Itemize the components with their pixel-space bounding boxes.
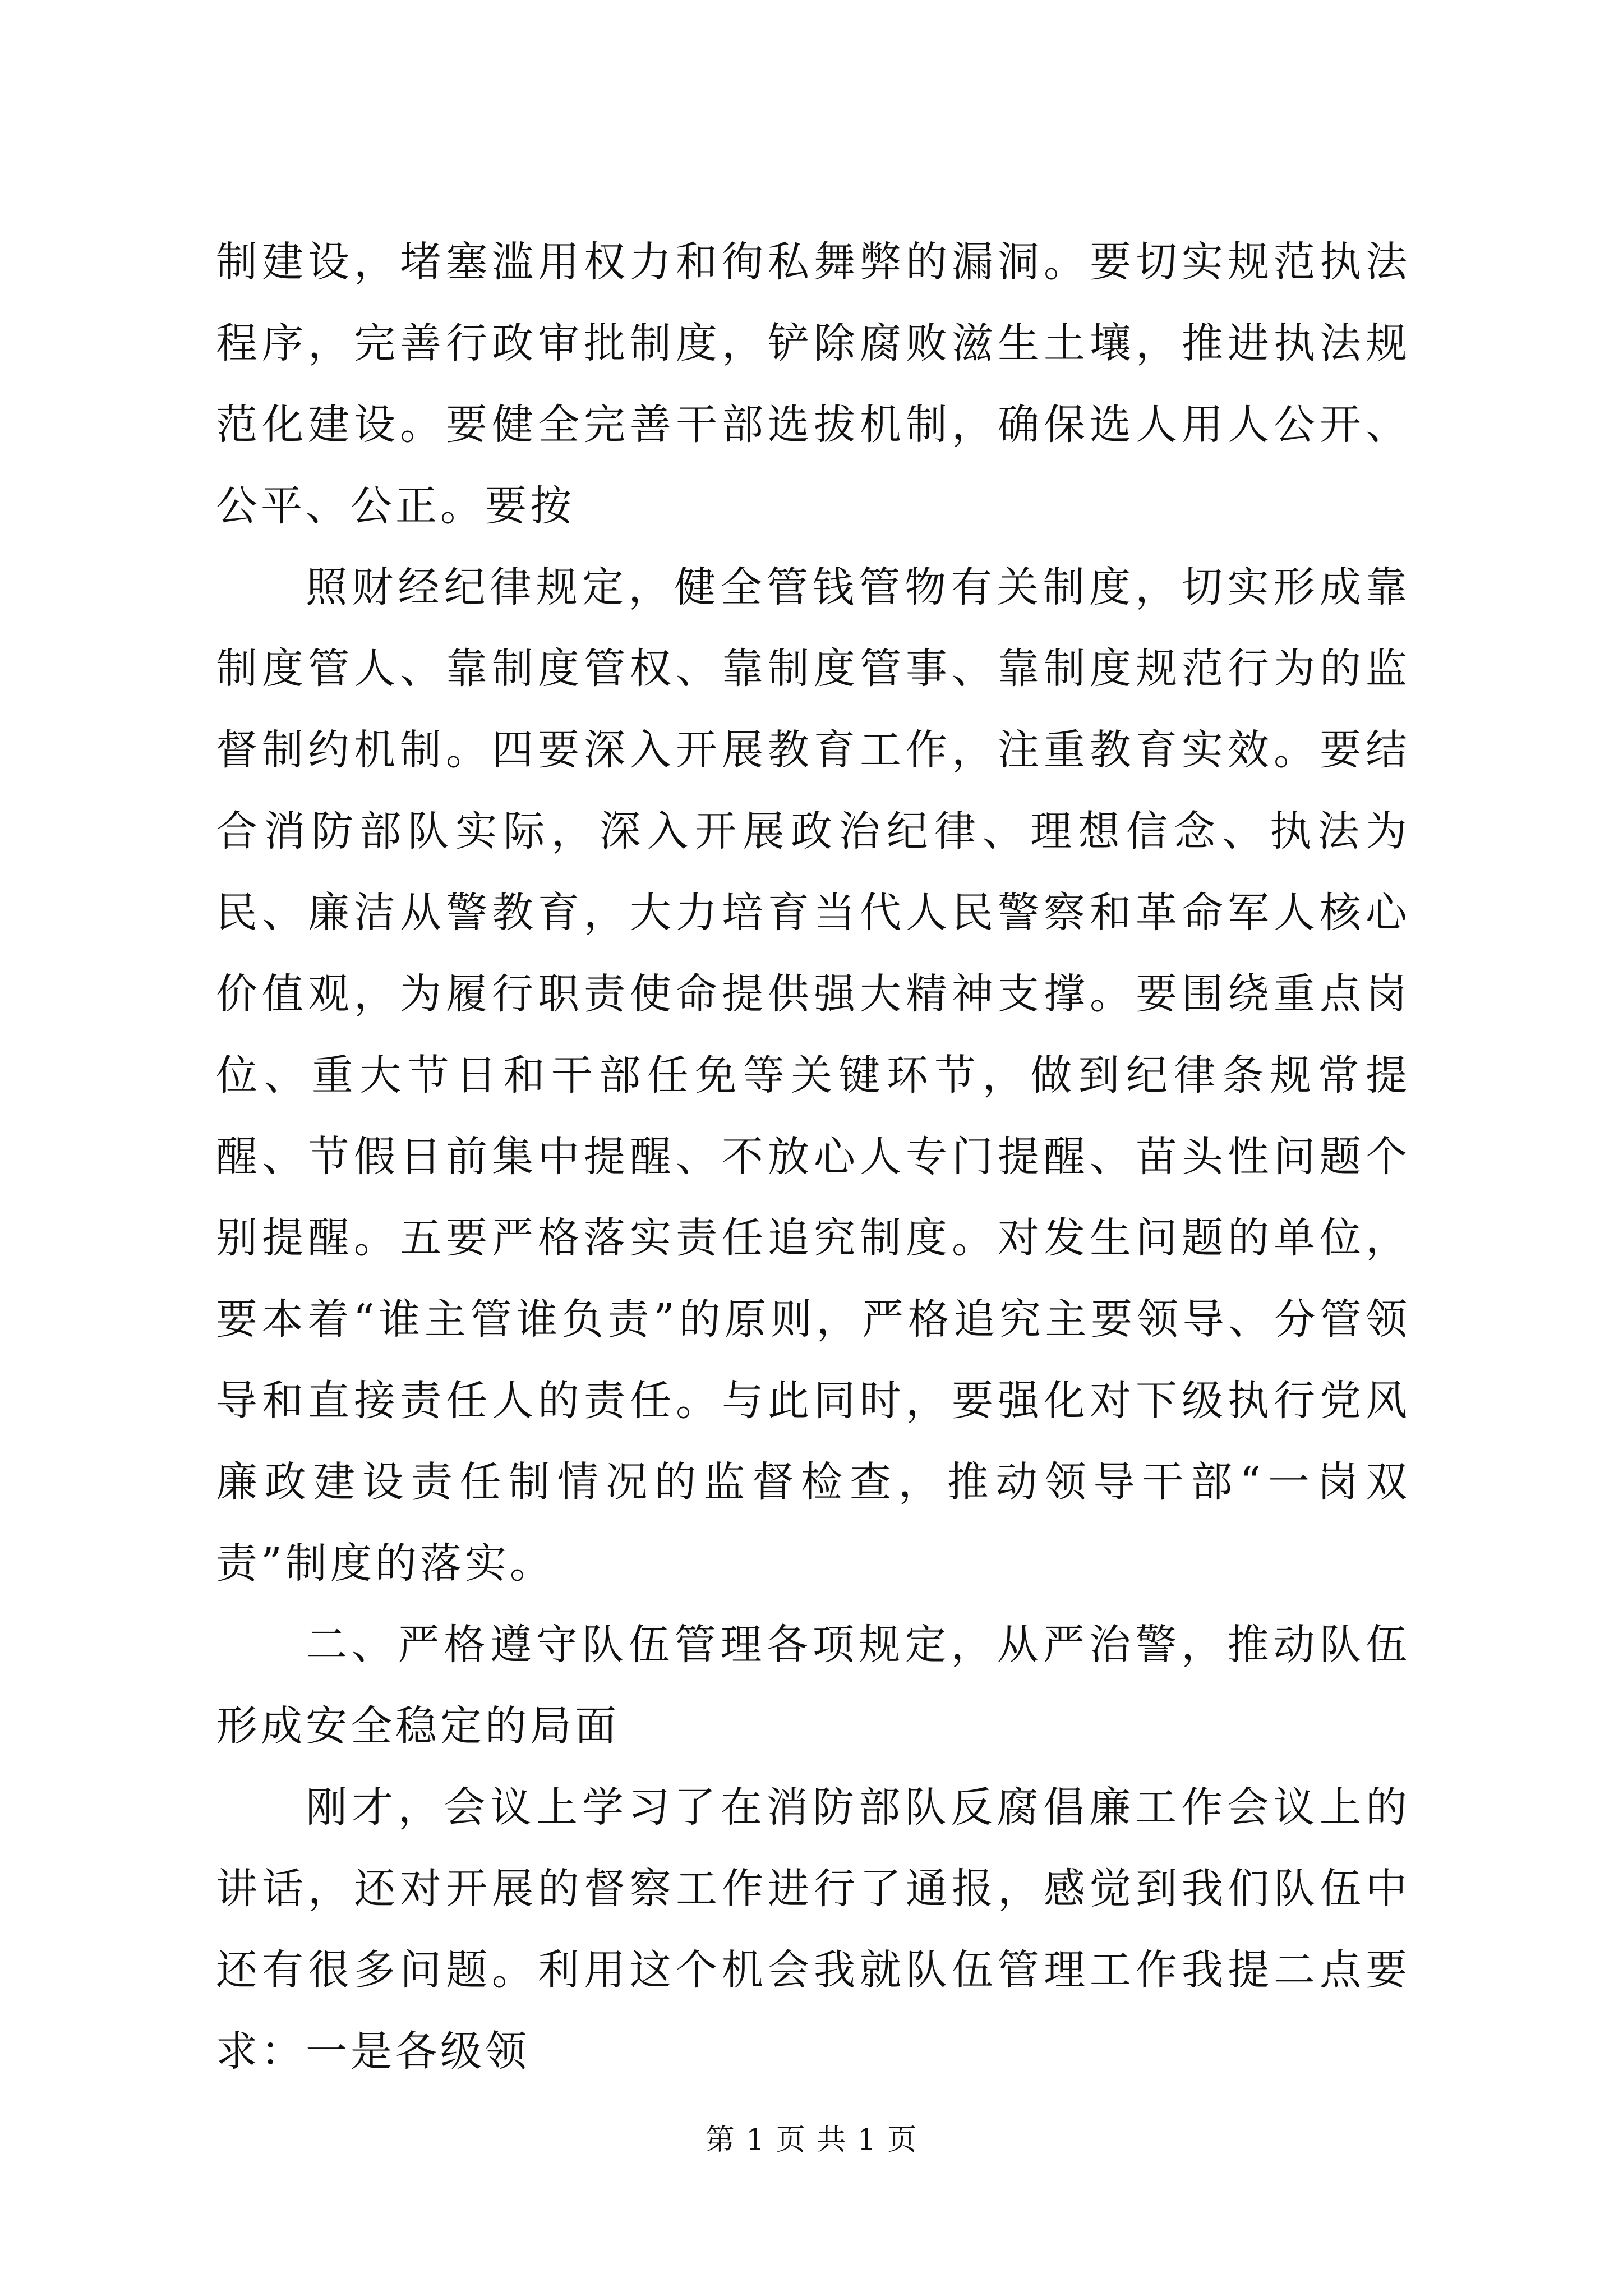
paragraph-meeting-remarks: 刚才，会议上学习了在消防部队反腐倡廉工作会议上的讲话，还对开展的督察工作进行了通报，感觉到我们队伍中还有很多问题。利用这个机会我就队伍管理工作我提二点要求：一是各级领: [216, 1783, 1410, 2076]
paragraph-continuation: 制建设，堵塞滥用权力和徇私舞弊的漏洞。要切实规范执法程序，完善行政审批制度，铲除腐败滋生土壤，推进执法规范化建设。要健全完善干部选拔机制，确保选人用人公开、公平、公正。要按: [216, 238, 1410, 530]
page-footer: 第 1 页 共 1 页: [705, 2123, 918, 2157]
section-heading-team-management: 二、严格遵守队伍管理各项规定，从严治警，推动队伍形成安全稳定的局面: [216, 1621, 1410, 1750]
document-body: [216, 222, 1410, 2092]
paragraph-finance-discipline: 照财经纪律规定，健全管钱管物有关制度，切实形成靠制度管人、靠制度管权、靠制度管事、靠制度规范行为的监督制约机制。四要深入开展教育工作，注重教育实效。要结合消防部队实际，深入开展政治纪律、理想信念、执法为民、廉洁从警教育，大力培育当代人民警察和革命军人核心价值观，为履行职责使命提供强大精神支撑。要围绕重点岗位、重大节日和干部任免等关键环节，做到纪律条规常提醒、节假日前集中提醒、不放心人专门提醒、苗头性问题个别提醒。五要严格落实责任追究制度。对发生问题的单位，要本着“谁主管谁负责”的原则，严格追究主要领导、分管领导和直接责任人的责任。与此同时，要强化对下级执行党风廉政建设责任制情况的监督检查，推动领导干部“一岗双责”制度的落实。: [216, 563, 1410, 1588]
